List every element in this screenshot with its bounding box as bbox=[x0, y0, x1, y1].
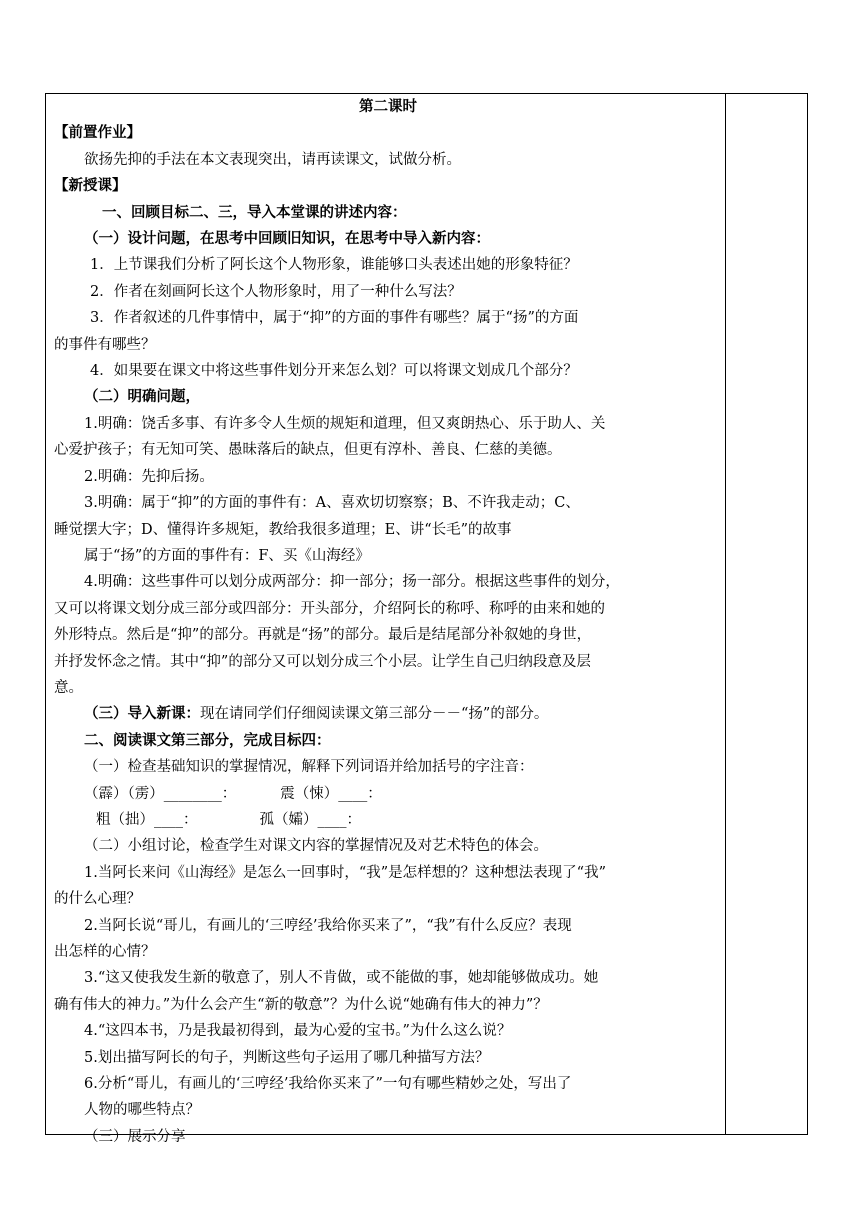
discussion-5: 5.划出描写阿长的句子，判断这些句子运用了哪几种描写方法？ bbox=[84, 1049, 490, 1066]
vocab-item-3: 粗（拙）____： bbox=[96, 811, 198, 828]
answer-4-line-5: 意。 bbox=[54, 679, 83, 696]
part1-heading: 一、回顾目标二、三，导入本堂课的讲述内容： bbox=[102, 203, 407, 221]
vocab-item-2: 震（悚）____： bbox=[280, 785, 382, 802]
pre-homework-heading: 【前置作业】 bbox=[54, 124, 141, 142]
discussion-6-line-1: 6.分析“哥儿，有画儿的‘三哼经’我给你买来了”一句有哪些精妙之处，写出了 bbox=[84, 1076, 572, 1093]
answer-2: 2.明确：先抑后扬。 bbox=[84, 468, 214, 485]
sub1-heading: （一）设计问题，在思考中回顾旧知识，在思考中导入新内容： bbox=[84, 230, 490, 248]
discussion-2-line-1: 2.当阿长说“哥儿，有画儿的‘三哼经’我给你买来了”，“我”有什么反应？表现 bbox=[84, 917, 572, 934]
lesson-content bbox=[54, 94, 722, 1150]
discussion-3-line-2: 确有伟大的神力。”为什么会产生“新的敬意”？为什么说“她确有伟大的神力”？ bbox=[54, 996, 548, 1013]
answer-4-line-4: 并抒发怀念之情。其中“抑”的部分又可以划分成三个小层。让学生自己归纳段意及层 bbox=[54, 653, 591, 670]
discussion-6-line-2: 人物的哪些特点？ bbox=[84, 1102, 200, 1119]
new-lesson-heading: 【新授课】 bbox=[54, 177, 127, 195]
discussion-1-line-2: 的什么心理？ bbox=[54, 891, 141, 908]
answer-3-line-1: 3.明确：属于“抑”的方面的事件有：A、喜欢切切察察；B、不许我走动；C、 bbox=[84, 495, 580, 512]
vocab-row-2 bbox=[54, 807, 722, 833]
discussion-1-line-1: 1.当阿长来问《山海经》是怎么一回事时，“我”是怎样想的？这种想法表现了“我” bbox=[84, 864, 606, 881]
discussion-4: 4.“这四本书，乃是我最初得到，最为心爱的宝书。”为什么这么说？ bbox=[84, 1023, 512, 1040]
lesson-plan-table bbox=[45, 93, 808, 1145]
pre-homework-text: 欲扬先抑的手法在本文表现突出，请再读课文，试做分析。 bbox=[84, 151, 461, 168]
answer-1-line-1: 1.明确：饶舌多事、有许多令人生烦的规矩和道理，但又爽朗热心、乐于助人、关 bbox=[84, 415, 606, 432]
question-1: 1．上节课我们分析了阿长这个人物形象，谁能够口头表述出她的形象特征？ bbox=[90, 257, 578, 274]
question-3-line-1: 3．作者叙述的几件事情中，属于“抑”的方面的事件有哪些？属于“扬”的方面 bbox=[90, 310, 579, 327]
notes-column-divider bbox=[725, 94, 726, 1134]
part2-sub3: （三）展示分享 bbox=[84, 1128, 186, 1145]
discussion-3-line-1: 3.“这又使我发生新的敬意了，别人不肯做，或不能做的事，她却能够做成功。她 bbox=[84, 970, 599, 987]
question-3-line-2: 的事件有哪些？ bbox=[54, 336, 156, 353]
answer-4-line-1: 4.明确：这些事件可以划分成两部分：抑一部分；扬一部分。根据这些事件的划分， bbox=[84, 574, 620, 591]
vocab-row-1 bbox=[54, 781, 722, 807]
sub2-heading: （二）明确问题， bbox=[84, 388, 200, 406]
vocab-item-4: 孤（孀）____： bbox=[259, 811, 361, 828]
sub3-label: （三）导入新课： bbox=[84, 705, 200, 723]
answer-4-line-2: 又可以将课文划分成三部分或四部分：开头部分，介绍阿长的称呼、称呼的由来和她的 bbox=[54, 600, 605, 617]
answer-1-line-2: 心爱护孩子；有无知可笑、愚昧落后的缺点，但更有淳朴、善良、仁慈的美德。 bbox=[54, 442, 562, 459]
part2-sub2: （二）小组讨论，检查学生对课文内容的掌握情况及对艺术特色的体会。 bbox=[84, 838, 548, 855]
page-title: 第二课时 bbox=[359, 98, 417, 115]
discussion-2-line-2: 出怎样的心情？ bbox=[54, 944, 156, 960]
answer-4-line-3: 外形特点。然后是“抑”的部分。再就是“扬”的部分。最后是结尾部分补叙她的身世， bbox=[54, 627, 592, 644]
sub3-line bbox=[54, 701, 722, 727]
question-4: 4．如果要在课文中将这些事件划分开来怎么划？可以将课文划成几个部分？ bbox=[90, 363, 578, 380]
sub3-text: 现在请同学们仔细阅读课文第三部分－－“扬”的部分。 bbox=[200, 706, 549, 723]
part2-sub1: （一）检查基础知识的掌握情况，解释下列词语并给加括号的字注音： bbox=[84, 759, 534, 776]
part2-heading: 二、阅读课文第三部分，完成目标四： bbox=[84, 731, 331, 749]
answer-3-line-3: 属于“扬”的方面的事件有：F、买《山海经》 bbox=[84, 547, 370, 564]
answer-3-line-2: 睡觉摆大字；D、懂得许多规矩，教给我很多道理；E、讲“长毛”的故事 bbox=[54, 521, 512, 538]
vocab-item-1: （霹）（雳）________： bbox=[84, 785, 237, 802]
question-2: 2．作者在刻画阿长这个人物形象时，用了一种什么写法？ bbox=[90, 283, 462, 300]
